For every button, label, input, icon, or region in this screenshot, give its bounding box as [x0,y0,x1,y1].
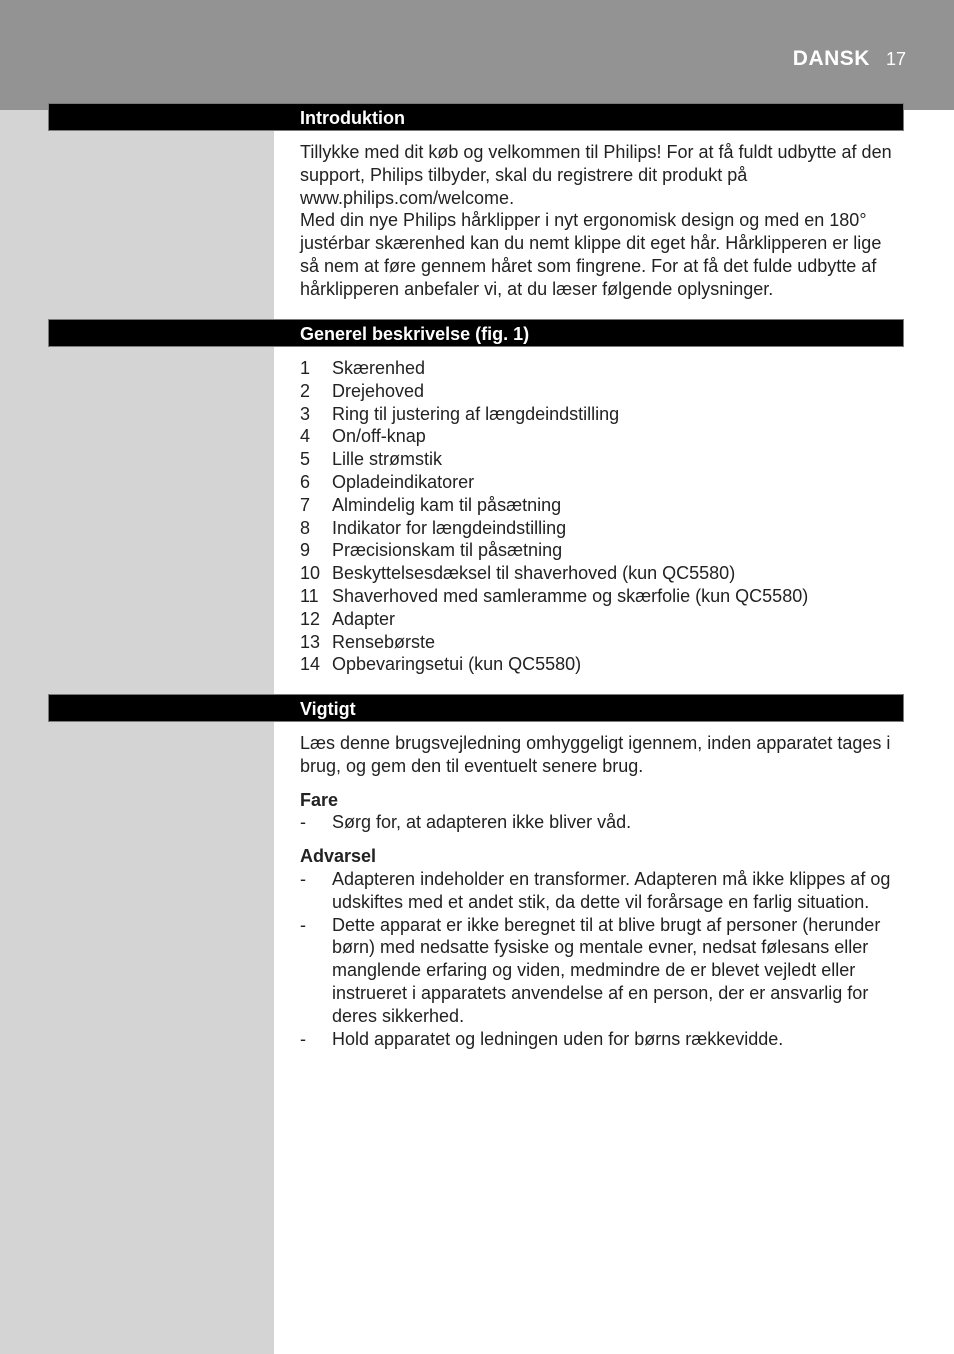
list-item: 6 Opladeindikatorer [300,471,475,492]
danger-list [300,811,900,834]
list-item: 13 Rensebørste [300,631,436,652]
general-content [300,357,900,676]
list-item: 8 Indikator for længdeindstilling [300,517,567,538]
intro-content [300,141,900,301]
paragraph: Med din nye Philips hårklipper i nyt ergonomisk design og med en 180° justérbar skærenhed kan du nemt klippe dit eget hår. Hårklipperen er lige så nem at føre gennem håret som fingrene. For at få det fulde udbytte af hårklipperen anbefaler vi, at du læser følgende oplysninger. [300,210,882,299]
important-content [300,732,900,1050]
section-title: Introduktion [300,108,405,128]
side-column [0,110,274,1354]
list-item: 2 Drejehoved [300,380,425,401]
list-item: - Adapteren indeholder en transformer. Adapteren må ikke klippes af og udskiftes med et andet stik, da dette vil forårsage en farlig situation. [300,868,891,912]
list-item: 9 Præcisionskam til påsætning [300,540,563,561]
list-item: 4 On/off-knap [300,426,426,447]
list-item: 1 Skærenhed [300,358,426,378]
warning-heading: Advarsel [300,846,377,867]
list-item: 11 Shaverhoved med samleramme og skærfolie (kun QC5580) [300,585,809,606]
list-item: 3 Ring til justering af længdeindstilling [300,403,620,424]
list-item: - Hold apparatet og ledningen uden for børns rækkevidde. [300,1028,784,1049]
list-item: 12 Adapter [300,608,396,629]
page-number: 17 [885,49,906,69]
list-item: 5 Lille strømstik [300,449,443,470]
section-title: Vigtigt [300,699,356,719]
language-label: DANSK [792,47,870,70]
paragraph: Læs denne brugsvejledning omhyggeligt igennem, inden apparatet tages i brug, og gem den til eventuelt senere brug. [300,733,891,776]
danger-heading: Fare [300,789,339,810]
list-item: - Dette apparat er ikke beregnet til at blive brugt af personer (herunder børn) med nedsatte fysiske og mentale evner, nedsat følesans eller manglende erfaring og viden, medmindre de er blevet vejledt eller instrueret i apparatets anvendelse af en person, der er ansvarlig for deres sikkerhed. [300,914,881,1026]
section-heading-intro [48,103,904,131]
section-heading-general [48,319,904,347]
page-header [793,47,906,71]
list-item: 7 Almindelig kam til påsætning [300,494,562,515]
list-item: 14 Opbevaringsetui (kun QC5580) [300,654,582,675]
list-item: 10 Beskyttelsesdæksel til shaverhoved (kun QC5580) [300,563,736,584]
paragraph: Tillykke med dit køb og velkommen til Philips! For at få fuldt udbytte af den support, Philips tilbyder, skal du registrere dit produkt på www.philips.com/welcome. [300,142,892,208]
list-item: - Sørg for, at adapteren ikke bliver våd. [300,812,632,833]
section-title: Generel beskrivelse (fig. 1) [300,324,530,344]
warning-list [300,868,900,1050]
section-heading-important [48,694,904,722]
parts-list [300,357,900,676]
